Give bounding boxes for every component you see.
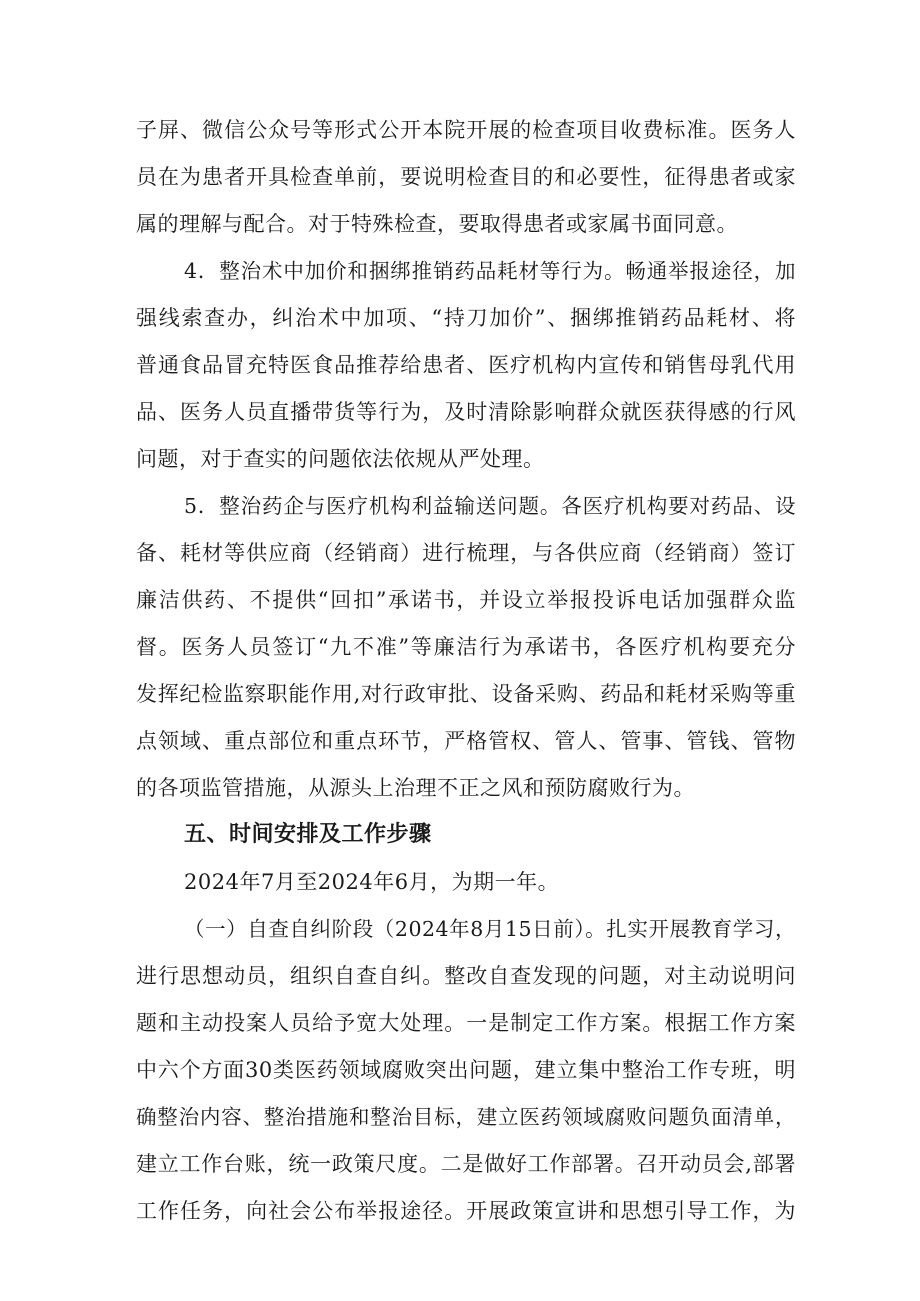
text-line: 属的理解与配合。对于特殊检查，要取得患者或家属书面同意。 (136, 212, 738, 236)
text-line: 子屏、微信公众号等形式公开本院开展的检查项目收费标准。医务人 (136, 118, 796, 142)
text-line: 发挥纪检监察职能作用,对行政审批、设备采购、药品和耗材采购等重 (136, 682, 796, 706)
schedule-line: 2024年7月至2024年6月，为期一年。 (184, 870, 560, 894)
text-line: 点领域、重点部位和重点环节，严格管权、管人、管事、管钱、管物 (136, 729, 796, 753)
text-line: 进行思想动员，组织自查自纠。整改自查发现的问题，对主动说明问 (136, 964, 796, 988)
text-line: 建立工作台账，统一政策尺度。二是做好工作部署。召开动员会,部署 (136, 1152, 796, 1176)
text-line: 备、耗材等供应商（经销商）进行梳理，与各供应商（经销商）签订 (136, 541, 796, 565)
paragraph-4-start: 4．整治术中加价和捆绑推销药品耗材等行为。畅通举报途径，加 (184, 259, 796, 283)
text-line: 廉洁供药、不提供“回扣”承诺书，并设立举报投诉电话加强群众监 (136, 588, 796, 612)
section-heading: 五、时间安排及工作步骤 (184, 822, 432, 847)
text-line: 问题，对于查实的问题依法依规从严处理。 (136, 447, 545, 471)
text-line: 督。医务人员签订“九不准”等廉洁行为承诺书，各医疗机构要充分 (136, 635, 796, 659)
stage-1-start: （一）自查自纠阶段（2024年8月15日前）。扎实开展教育学习， (184, 917, 796, 941)
text-line: 的各项监管措施，从源头上治理不正之风和预防腐败行为。 (136, 776, 695, 800)
paragraph-5-start: 5．整治药企与医疗机构利益输送问题。各医疗机构要对药品、设 (184, 494, 796, 518)
text-line: 员在为患者开具检查单前，要说明检查目的和必要性，征得患者或家 (136, 165, 796, 189)
text-line: 题和主动投案人员给予宽大处理。一是制定工作方案。根据工作方案 (136, 1011, 796, 1035)
text-line: 中六个方面30类医药领域腐败突出问题，建立集中整治工作专班，明 (136, 1058, 796, 1082)
text-line: 普通食品冒充特医食品推荐给患者、医疗机构内宣传和销售母乳代用 (136, 353, 796, 377)
text-line: 工作任务，向社会公布举报途径。开展政策宣讲和思想引导工作，为 (136, 1199, 796, 1223)
text-line: 品、医务人员直播带货等行为，及时清除影响群众就医获得感的行风 (136, 400, 796, 424)
text-line: 确整治内容、整治措施和整治目标，建立医药领域腐败问题负面清单， (136, 1105, 796, 1129)
text-line: 强线索查办，纠治术中加项、“持刀加价”、捆绑推销药品耗材、将 (136, 306, 796, 330)
